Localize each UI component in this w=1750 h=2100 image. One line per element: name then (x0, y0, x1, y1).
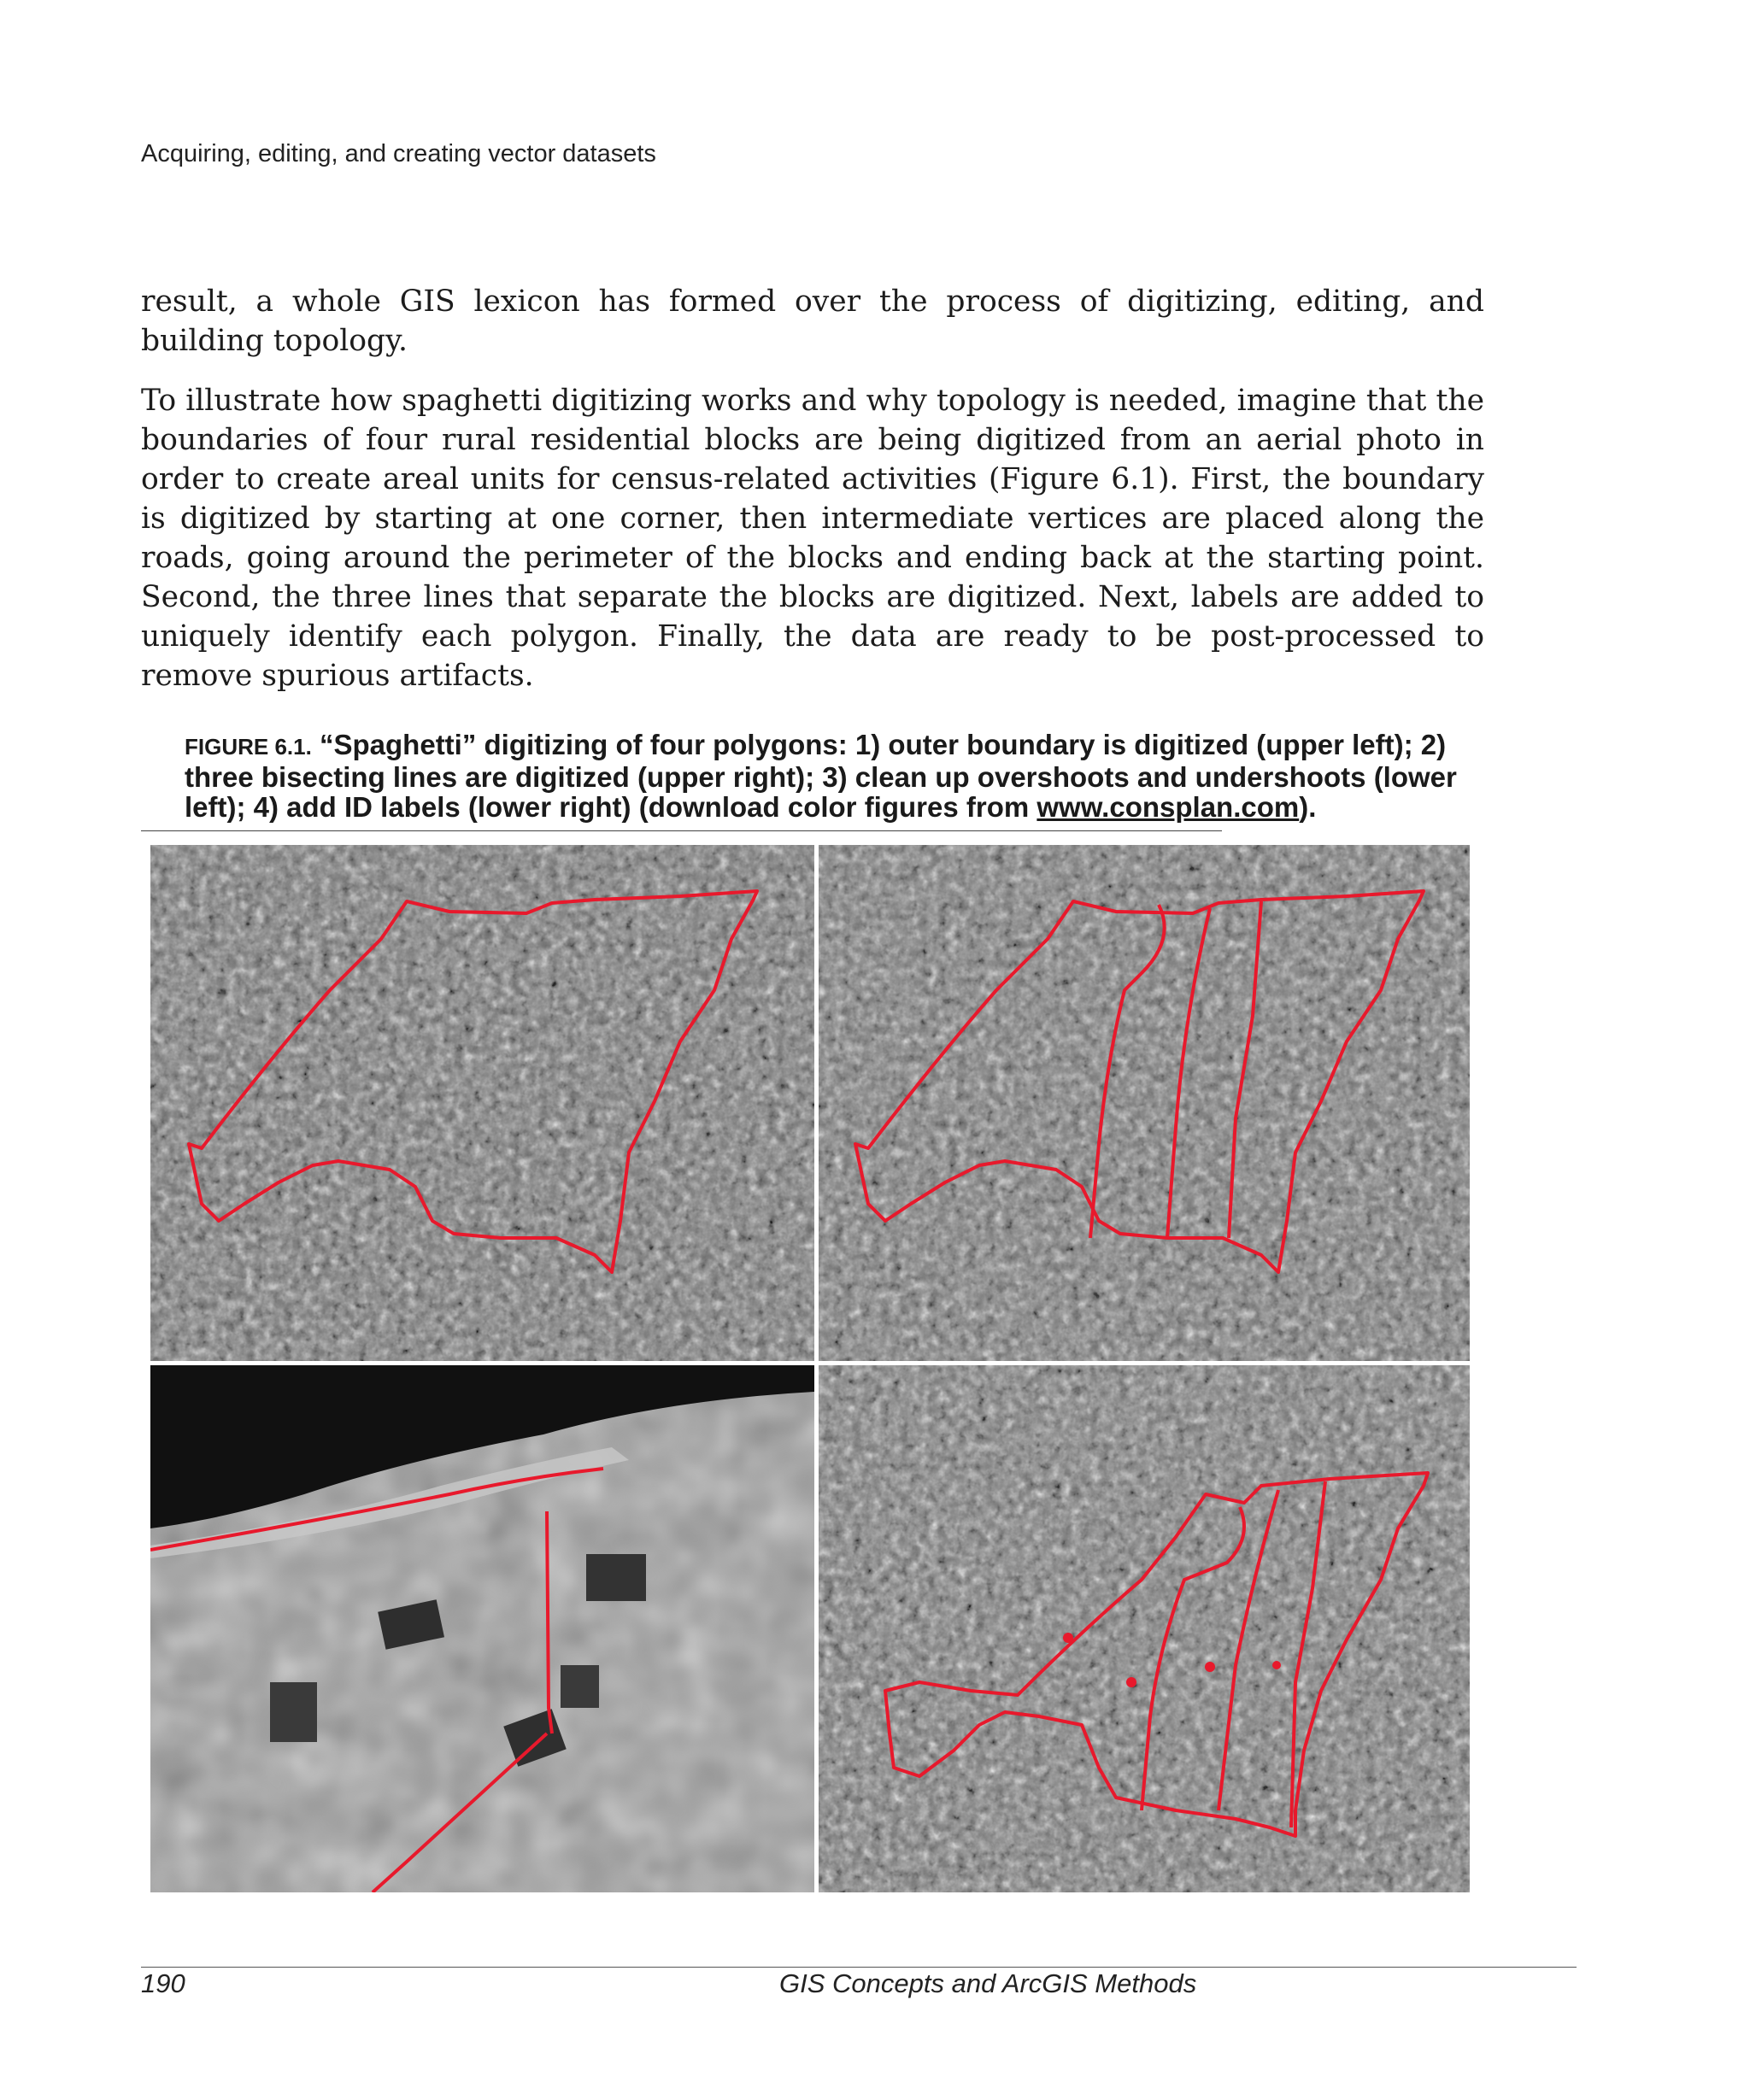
figure-caption (185, 730, 1500, 822)
figure-panels (150, 845, 1470, 1892)
body-paragraph: result, a whole GIS lexicon has formed over the process of digitizing, editing, and building topology. (141, 284, 1484, 358)
panel-upper-left (150, 845, 814, 1361)
caption-text: “Spaghetti” digitizing of four polygons: 1) outer boundary is digitized (upper left); 2) three bisecting lines are digitized (upper right); 3) clean up overshoots and undershoots (lower left); 4) add ID labels (lower right) (download color figures from (185, 729, 1457, 823)
panel-lower-left (150, 1365, 814, 1892)
footer-rule (141, 1967, 1577, 1968)
running-head: Acquiring, editing, and creating vector datasets (141, 140, 656, 167)
figure-label: FIGURE 6.1. (185, 734, 312, 760)
caption-end: ). (1299, 791, 1317, 823)
panel-upper-right (819, 845, 1470, 1361)
body-paragraph: To illustrate how spaghetti digitizing works and why topology is needed, imagine that the boundaries of four rural residential blocks are being digitized from an aerial photo in order to create areal units for census-related activities (Figure 6.1). First, the boundary is digitized by starting at one corner, then intermediate vertices are placed along the roads, going around the perimeter of the blocks and ending back at the starting point. Second, the three lines that separate the blocks are digitized. Next, labels are added to uniquely identify each polygon. Finally, the data are ready to be post-processed to remove spurious artifacts. (141, 384, 1484, 693)
panel-lower-right (819, 1365, 1470, 1892)
book-title: GIS Concepts and ArcGIS Methods (779, 1968, 1197, 1998)
page-number: 190 (141, 1968, 185, 1998)
caption-link[interactable]: www.consplan.com (1036, 791, 1300, 823)
caption-rule (141, 830, 1222, 831)
